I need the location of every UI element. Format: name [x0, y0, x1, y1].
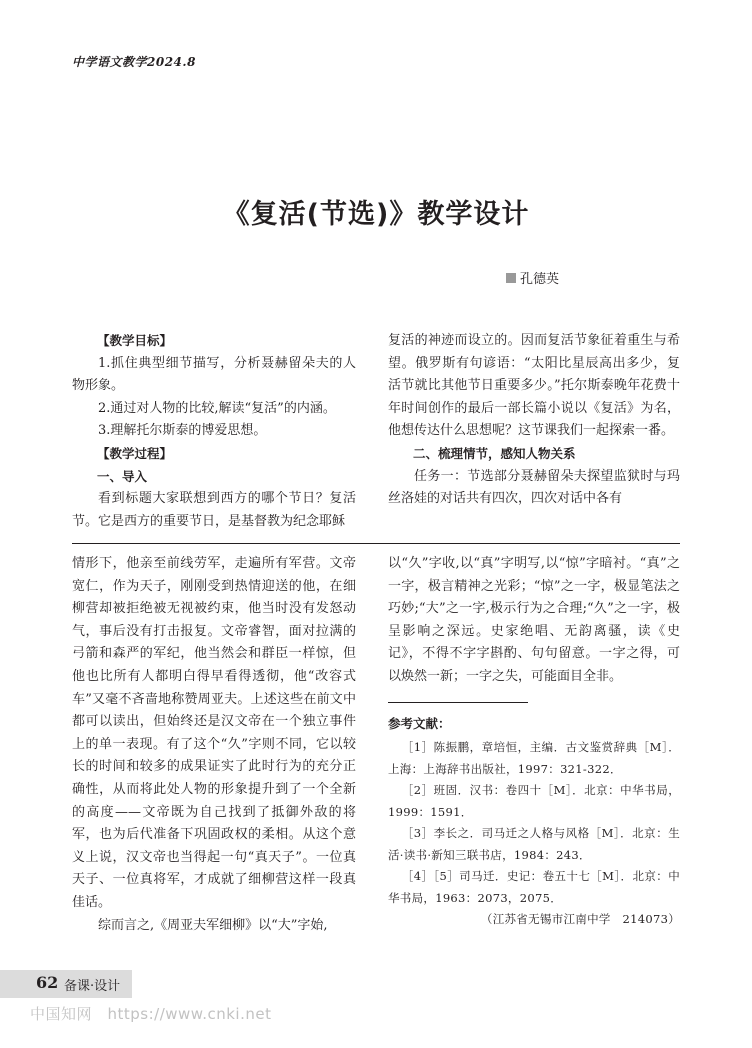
teaching-process-heading: 【教学过程】	[97, 445, 173, 461]
footer-section-label: 备课·设计	[64, 979, 121, 994]
body-paragraph: 以“久”字收,以“真”字明写,以“惊”字暗衬。“真”之一字，极言精神之光彩；“惊”之一字，极显笔法之巧妙;“大”之一字,极示行为之合理;“久”之一字，极呈影响之深远。史家绝唱、无韵离骚，读《史记》，不得不字字斟酌、句句留意。一字之得，可以焕然一新；一字之失，可能面目全非。	[388, 556, 680, 684]
body-paragraph: 综而言之,《周亚夫军细柳》以“大”字始,	[98, 917, 328, 933]
author-name: 孔德英	[520, 272, 560, 287]
goal-item: 3.理解托尔斯泰的博爱思想。	[98, 423, 267, 439]
goal-item: 1.抓住典型细节描写，分析聂赫留朵夫的人物形象。	[72, 355, 356, 394]
author-square-icon	[506, 273, 516, 283]
reference-item: ［3］李长之．司马迁之人格与风格［M］．北京：生活·读书·新知三联书店，1984：243．	[388, 826, 680, 862]
lower-left-column	[72, 553, 356, 937]
body-paragraph: 复活的神迹而设立的。因而复活节象征着重生与希望。俄罗斯有句谚语：“太阳比星辰高出多少，复活节就比其他节日重要多少。”托尔斯泰晚年花费十年时间创作的最后一部长篇小说以《复活》为名，他想传达什么思想呢？这节课我们一起探索一番。	[388, 333, 680, 439]
reference-item: ［2］班固．汉书：卷四十［M］．北京：中华书局，1999：1591．	[388, 783, 680, 819]
goal-item: 2.通过对人物的比较,解读“复活”的内涵。	[98, 400, 336, 416]
body-paragraph: 情形下，他亲至前线劳军，走遍所有军营。文帝宽仁，作为天子，刚刚受到热情迎送的他，在细柳营却被拒绝被无视被约束，他当时没有发怒动气，事后没有打击报复。文帝睿智，面对拉满的弓箭和森严的军纪，他当然会和群臣一样惊，但他也比所有人都明白得早看得透彻，他“改容式车”又毫不吝啬地称赞周亚夫。上述这些在前文中都可以读出，但始终还是汉文帝在一个独立事件上的单一表现。有了这个“久”字则不同，它以较长的时间和较多的成果证实了此时行为的充分正确性，从而将此处人物的形象提升到了一个全新的高度——文帝既为自己找到了抵御外敌的将军，也为后代准备下巩固政权的柔相。从这个意义上说，汉文帝也当得起一句“真天子”。一位真天子、一位真将军，才成就了细柳营这样一段真佳话。	[72, 556, 356, 910]
running-head: 中学语文教学2024.8	[72, 55, 196, 69]
author-line	[506, 268, 559, 287]
upper-left-column	[72, 330, 356, 533]
references-rule	[388, 702, 528, 703]
page-number: 62	[36, 973, 59, 992]
body-paragraph: 看到标题大家联想到西方的哪个节日？复活节。它是西方的重要节日，是基督教为纪念耶稣	[72, 491, 356, 529]
article-title: 《复活(节选)》教学设计	[222, 199, 530, 230]
teaching-goals-heading: 【教学目标】	[97, 333, 173, 348]
reference-item: ［4］［5］司马迁．史记：卷五十七［M］．北京：中华书局，1963：2073，2075．	[388, 869, 680, 905]
reference-item: ［1］陈振鹏，章培恒，主编．古文鉴赏辞典［M］．上海：上海辞书出版社，1997：321-322．	[388, 740, 680, 776]
section-divider	[72, 543, 680, 544]
cnki-watermark: 中国知网 https://www.cnki.net	[30, 1005, 272, 1023]
author-affiliation: （江苏省无锡市江南中学 214073）	[480, 912, 680, 926]
section-heading: 一、导入	[97, 468, 148, 484]
body-paragraph: 任务一：节选部分聂赫留朵夫探望监狱时与玛丝洛娃的对话共有四次，四次对话中各有	[388, 468, 680, 507]
lower-right-column	[388, 553, 680, 689]
references-title: 参考文献：	[388, 716, 451, 731]
upper-right-column	[388, 330, 680, 511]
section-heading: 二、梳理情节，感知人物关系	[413, 445, 576, 461]
references-list	[388, 737, 680, 931]
